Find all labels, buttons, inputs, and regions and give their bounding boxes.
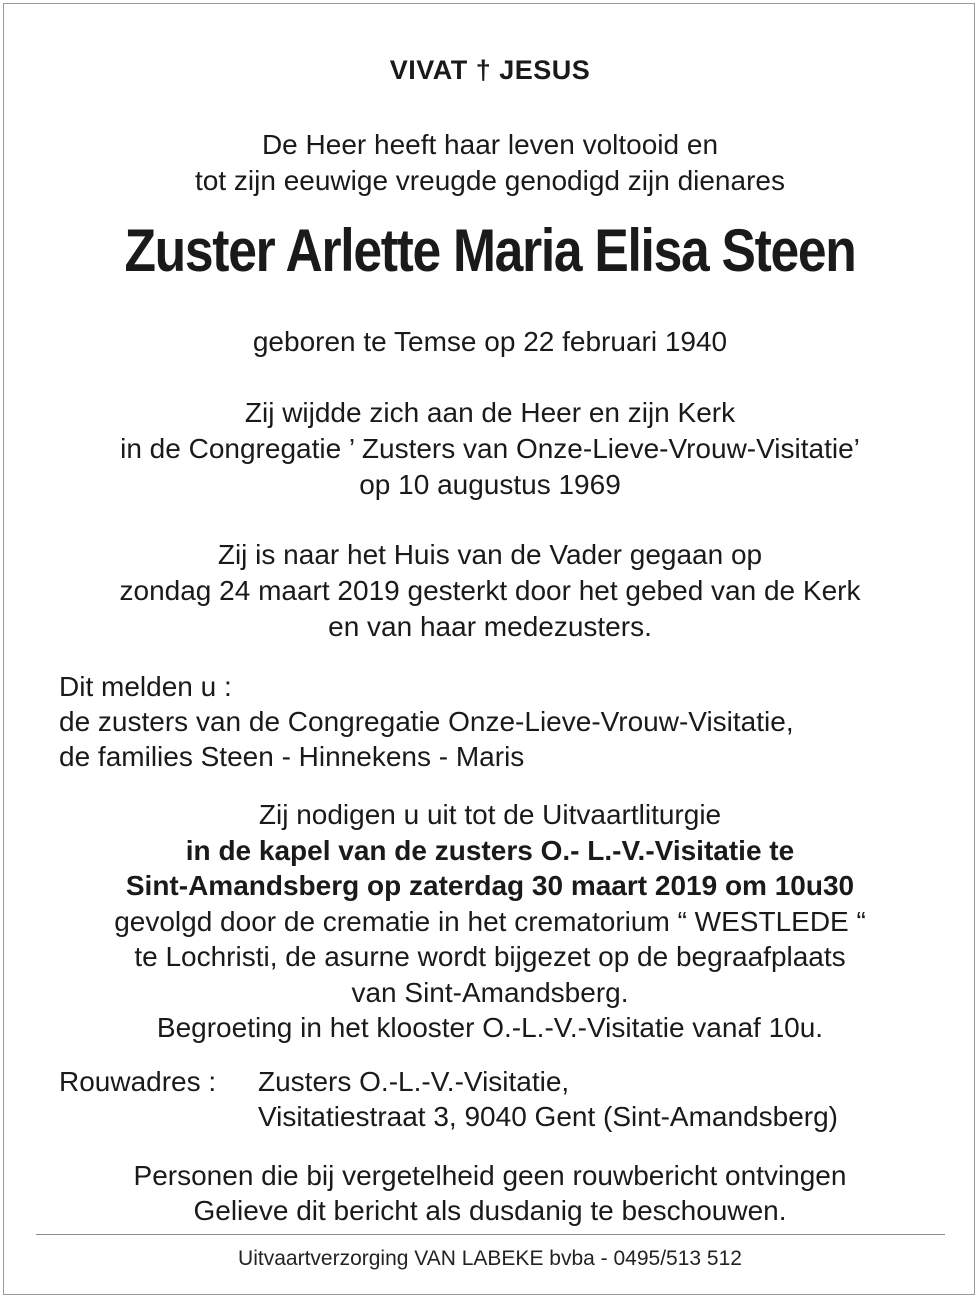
announcers-line: de families Steen - Hinnekens - Maris [59, 741, 525, 772]
invitation-line: gevolgd door de crematie in het crematorium “ WESTLEDE “ [114, 905, 866, 937]
vows-paragraph [0, 395, 980, 503]
invitation-line: te Lochristi, de asurne wordt bijgezet op de begraafplaats [134, 941, 846, 972]
invitation-venue: in de kapel van de zusters O.- L.-V.-Visitatie te [185, 834, 795, 866]
notice-header [0, 52, 980, 88]
announcers-line: de zusters van de Congregatie Onze-Lieve-Vrouw-Visitatie, [59, 706, 794, 737]
deceased-name [69, 215, 912, 287]
vows-line: op 10 augustus 1969 [359, 469, 621, 500]
header-text: VIVAT † JESUS [389, 55, 591, 85]
vows-line: Zij wijdde zich aan de Heer en zijn Kerk [244, 397, 736, 428]
address-label: Rouwadres : [59, 1066, 217, 1097]
announcers-line: Dit melden u : [59, 671, 232, 702]
address-line: Visitatiestraat 3, 9040 Gent (Sint-Amandsberg) [258, 1101, 839, 1132]
passing-line: en van haar medezusters. [328, 611, 652, 642]
footer-text: Uitvaartverzorging VAN LABEKE bvba - 0495/513 512 [238, 1247, 742, 1270]
intro-paragraph [0, 127, 980, 199]
closing-paragraph [0, 1158, 980, 1228]
intro-line: tot zijn eeuwige vreugde genodigd zijn dienares [195, 165, 785, 196]
closing-line: Gelieve dit bericht als dusdanig te beschouwen. [193, 1195, 787, 1226]
invitation-line: van Sint-Amandsberg. [351, 976, 629, 1008]
closing-line: Personen die bij vergetelheid geen rouwbericht ontvingen [133, 1160, 847, 1191]
invitation-line: Begroeting in het klooster O.-L.-V.-Visitatie vanaf 10u. [156, 1012, 824, 1043]
passing-line: Zij is naar het Huis van de Vader gegaan op [217, 539, 763, 570]
birth-info [0, 324, 980, 360]
announcers-paragraph [59, 669, 794, 774]
invitation-date-time: Sint-Amandsberg op zaterdag 30 maart 2019 om 10u30 [125, 870, 855, 901]
passing-paragraph [0, 537, 980, 645]
passing-line: zondag 24 maart 2019 gesterkt door het gebed van de Kerk [119, 575, 861, 606]
address-lines [258, 1064, 958, 1134]
birth-line: geboren te Temse op 22 februari 1940 [252, 326, 728, 357]
deceased-name-text: Zuster Arlette Maria Elisa Steen [124, 217, 856, 284]
invitation-intro: Zij nodigen u uit tot de Uitvaartliturgie [258, 799, 722, 830]
vows-line: in de Congregatie ’ Zusters van Onze-Lieve-Vrouw-Visitatie’ [120, 433, 860, 464]
footer-divider [36, 1234, 945, 1235]
funeral-director-footer [0, 1244, 980, 1274]
invitation-paragraph [0, 797, 980, 1046]
intro-line: De Heer heeft haar leven voltooid en [261, 129, 719, 160]
address-line: Zusters O.-L.-V.-Visitatie, [258, 1066, 570, 1097]
